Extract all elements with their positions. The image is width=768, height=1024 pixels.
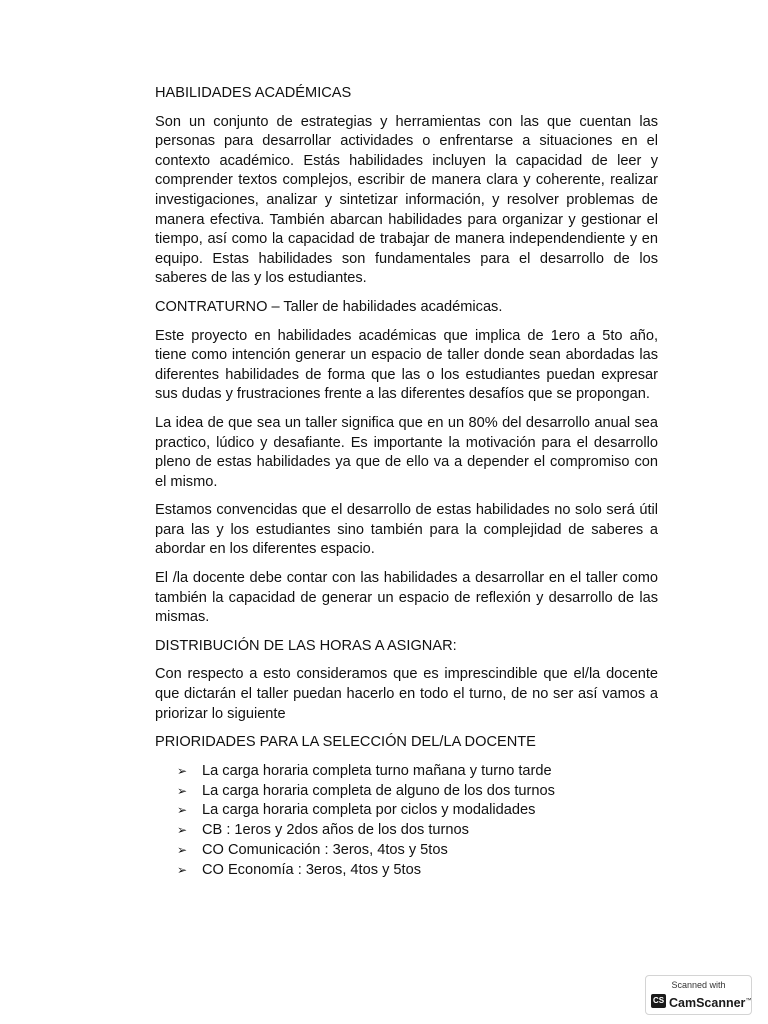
section-title-contraturno: CONTRATURNO – Taller de habilidades académicas. [155,298,503,315]
camscanner-brand-text: CamScanner [669,996,746,1011]
trademark-sign: ™ [745,998,752,1004]
camscanner-watermark [645,975,752,1015]
arrow-bullet-icon: ➢ [177,803,188,818]
arrow-bullet-icon: ➢ [177,783,188,798]
document-page [155,84,658,881]
list-item [155,801,658,821]
camscanner-brand [669,993,751,1011]
list-item-text: La carga horaria completa de alguno de los dos turnos [202,782,555,799]
arrow-bullet-icon: ➢ [177,862,188,877]
section-title-prioridades: PRIORIDADES PARA LA SELECCIÓN DEL/LA DOCENTE [155,734,536,751]
body-paragraph: Este proyecto en habilidades académicas que implica de 1ero a 5to año, tiene como intención generar un espacio de taller donde sean abordadas las diferentes habilidades de forma que las o los estudiantes puedan expresar sus dudas y frustraciones frente a las diferentes desafíos que se propongan. [155,327,658,403]
list-item-text: CO Economía : 3eros, 4tos y 5tos [202,861,422,878]
list-item [155,841,658,861]
list-item [155,821,658,841]
arrow-bullet-icon: ➢ [177,823,188,838]
arrow-bullet-icon: ➢ [177,763,188,778]
distribucion-paragraph: Con respecto a esto consideramos que es imprescindible que el/la docente que dictarán el taller puedan hacerlo en todo el turno, de no ser así vamos a priorizar lo siguiente [155,666,658,722]
list-item-text: CO Comunicación : 3eros, 4tos y 5tos [202,842,448,858]
prioridades-list [155,762,658,881]
list-item-text: La carga horaria completa turno mañana y turno tarde [202,762,552,779]
arrow-bullet-icon: ➢ [177,843,188,857]
body-paragraph: La idea de que sea un taller significa que en un 80% del desarrollo anual sea practico, lúdico y desafiante. Es importante la motivación para el desarrollo pleno de estas habilidades ya que de ello va a depender el compromiso con el mismo. [155,414,658,490]
list-item [155,861,658,881]
body-paragraph: Estamos convencidas que el desarrollo de estas habilidades no solo será útil para las y los estudiantes sino también para la complejidad de saberes a abordar en los diferentes espacio. [155,502,658,558]
list-item-text: La carga horaria completa por ciclos y modalidades [202,802,536,819]
body-paragraph: El /la docente debe contar con las habilidades a desarrollar en el taller como también la capacidad de generar un espacio de reflexión y desarrollo de las mismas. [155,570,658,626]
intro-paragraph: Son un conjunto de estrategias y herramientas con las que cuentan las personas para desarrollar actividades o enfrentarse a situaciones en el contexto académico. Estás habilidades incluyen la capacidad de leer y comprender textos complejos, escribir de manera clara y coherente, realizar investigaciones, analizar y sintetizar información, y resolver problemas de manera efectiva. También abarcan habilidades para organizar y gestionar el tiempo, así como la capacidad de trabajar de manera independendiente y en equipo. Estas habilidades son fundamentales para el desarrollo de los saberes de las y los estudiantes. [155,113,658,287]
scanned-with-label: Scanned with [671,980,726,990]
camscanner-logo-icon: CS [651,994,666,1008]
section-title-habilidades: HABILIDADES ACADÉMICAS [155,85,352,101]
list-item [155,782,658,802]
list-item-text: CB : 1eros y 2dos años de los dos turnos [202,822,469,839]
list-item [155,762,658,782]
section-title-distribucion: DISTRIBUCIÓN DE LAS HORAS A ASIGNAR: [155,637,457,654]
